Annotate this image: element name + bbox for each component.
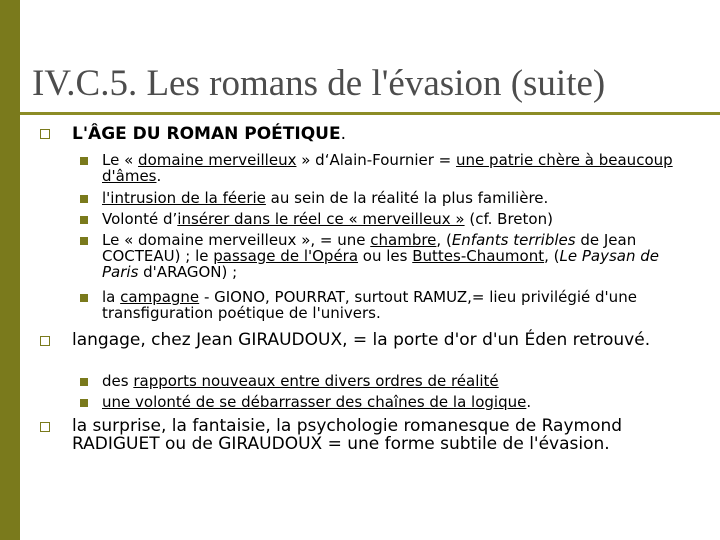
filled-square-bullet-icon	[80, 216, 88, 224]
subitem-campagne: la campagne - GIONO, POURRAT, surtout RAMUZ,= lieu privilégié d'une transfiguration poétique de l'univers.	[102, 288, 637, 322]
filled-square-bullet-icon	[80, 378, 88, 386]
filled-square-bullet-icon	[80, 237, 88, 245]
subitem-domaine-merveilleux: Le « domaine merveilleux » d‘Alain-Fournier = une patrie chère à beaucoup d'âmes.	[102, 151, 673, 185]
subitem-inserer-reel: Volonté d’insérer dans le réel ce « merveilleux » (cf. Breton)	[102, 210, 553, 228]
filled-square-bullet-icon	[80, 399, 88, 407]
hollow-square-bullet-icon	[40, 422, 50, 432]
subitem-intrusion-feerie: l'intrusion de la féerie au sein de la réalité la plus familière.	[102, 189, 549, 207]
title-divider	[20, 112, 720, 115]
sidebar-accent-bar	[0, 0, 20, 540]
filled-square-bullet-icon	[80, 294, 88, 302]
filled-square-bullet-icon	[80, 157, 88, 165]
bullet-heading-age-roman-poetique: L'ÂGE DU ROMAN POÉTIQUE.	[72, 124, 346, 144]
filled-square-bullet-icon	[80, 195, 88, 203]
hollow-square-bullet-icon	[40, 336, 50, 346]
hollow-square-bullet-icon	[40, 129, 50, 139]
slide-title: IV.C.5. Les romans de l'évasion (suite)	[32, 63, 606, 104]
subitem-chambre-passage: Le « domaine merveilleux », = une chambre, (Enfants terribles de Jean COCTEAU) ; le passage de l'Opéra ou les Buttes-Chaumont, (Le Paysan de Paris d'ARAGON) ;	[102, 231, 659, 281]
subitem-volonte-logique: une volonté de se débarrasser des chaînes de la logique.	[102, 393, 532, 411]
bullet-langage-giraudoux: langage, chez Jean GIRAUDOUX, = la porte d'or d'un Éden retrouvé.	[72, 330, 651, 350]
bullet-surprise-fantaisie: la surprise, la fantaisie, la psychologie romanesque de Raymond RADIGUET ou de GIRAUDOUX = une forme subtile de l'évasion.	[72, 416, 623, 454]
subitem-rapports-nouveaux: des rapports nouveaux entre divers ordres de réalité	[102, 372, 499, 390]
